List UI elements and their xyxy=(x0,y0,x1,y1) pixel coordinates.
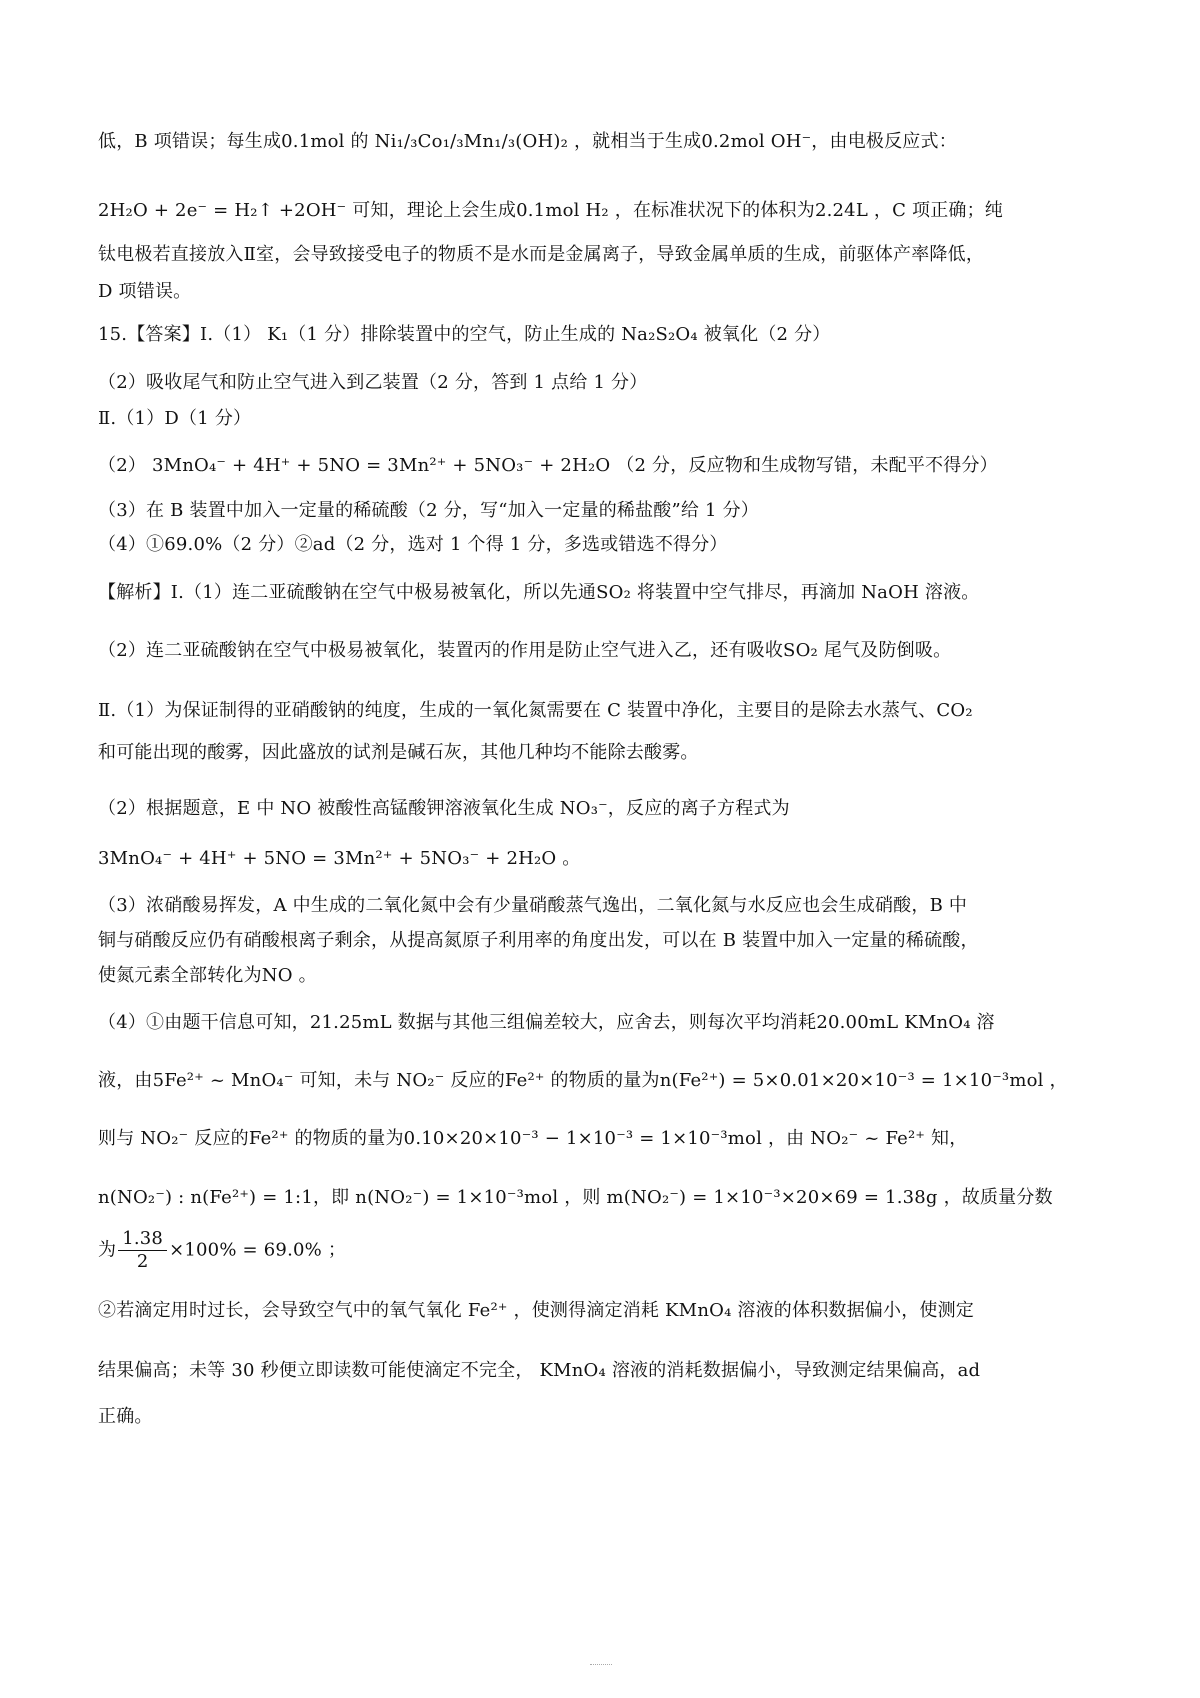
text-line: （3）在 B 装置中加入一定量的稀硫酸（2 分，写“加入一定量的稀盐酸”给 1 分） xyxy=(98,500,759,521)
text-line: 结果偏高；未等 30 秒便立即读数可能使滴定不完全， KMnO₄ 溶液的消耗数据偏小，导致测定结果偏高，ad xyxy=(98,1360,981,1381)
text-line: （2）连二亚硫酸钠在空气中极易被氧化，装置丙的作用是防止空气进入乙，还有吸收SO₂ 尾气及防倒吸。 xyxy=(98,640,952,661)
text-line: 使氮元素全部转化为NO 。 xyxy=(98,965,317,986)
fraction xyxy=(118,1228,167,1273)
text-line: （2）根据题意，E 中 NO 被酸性高锰酸钾溶液氧化生成 NO₃⁻，反应的离子方程式为 xyxy=(98,798,790,819)
text-line: （4）①69.0%（2 分）②ad（2 分，选对 1 个得 1 分，多选或错选不得分） xyxy=(98,534,728,555)
text-line: ②若滴定用时过长，会导致空气中的氧气氧化 Fe²⁺ ，使测得滴定消耗 KMnO₄ 溶液的体积数据偏小，使测定 xyxy=(98,1300,974,1321)
equation-line: 3MnO₄⁻ + 4H⁺ + 5NO = 3Mn²⁺ + 5NO₃⁻ + 2H₂O 。 xyxy=(98,848,581,869)
fraction-denominator: 2 xyxy=(136,1251,149,1272)
page-footer-mark xyxy=(590,1664,612,1667)
text-line: 和可能出现的酸雾，因此盛放的试剂是碱石灰，其他几种均不能除去酸雾。 xyxy=(98,742,699,763)
answer-heading: 15.【答案】Ⅰ.（1） K₁（1 分）排除装置中的空气，防止生成的 Na₂S₂O₄ 被氧化（2 分） xyxy=(98,324,831,345)
fraction-suffix: ×100% = 69.0% ； xyxy=(169,1239,347,1261)
text-line: D 项错误。 xyxy=(98,281,192,302)
text-line: 2H₂O + 2e⁻ = H₂↑ +2OH⁻ 可知，理论上会生成0.1mol H₂ ，在标准状况下的体积为2.24L ，C 项正确；纯 xyxy=(98,200,1003,221)
text-line: 液，由5Fe²⁺ ~ MnO₄⁻ 可知，未与 NO₂⁻ 反应的Fe²⁺ 的物质的量为n(Fe²⁺) = 5×0.01×20×10⁻³ = 1×10⁻³mol ， xyxy=(98,1070,1068,1091)
text-line: 钛电极若直接放入Ⅱ室，会导致接受电子的物质不是水而是金属离子，导致金属单质的生成，前驱体产率降低， xyxy=(98,244,985,265)
fraction-line xyxy=(98,1228,1104,1273)
text-line: （2）吸收尾气和防止空气进入到乙装置（2 分，答到 1 点给 1 分） xyxy=(98,372,648,393)
text-line: 低，B 项错误；每生成0.1mol 的 Ni₁/₃Co₁/₃Mn₁/₃(OH)₂ ，就相当于生成0.2mol OH⁻，由电极反应式： xyxy=(98,131,957,152)
fraction-numerator: 1.38 xyxy=(118,1228,167,1251)
fraction-prefix: 为 xyxy=(98,1239,117,1261)
equation-line: （2） 3MnO₄⁻ + 4H⁺ + 5NO = 3Mn²⁺ + 5NO₃⁻ + 2H₂O （2 分，反应物和生成物写错，未配平不得分） xyxy=(98,455,998,476)
text-line: Ⅱ.（1）为保证制得的亚硝酸钠的纯度，生成的一氧化氮需要在 C 装置中净化，主要目的是除去水蒸气、CO₂ xyxy=(98,700,973,721)
text-line: 正确。 xyxy=(98,1406,153,1427)
text-line: n(NO₂⁻) : n(Fe²⁺) = 1:1，即 n(NO₂⁻) = 1×10⁻³mol ，则 m(NO₂⁻) = 1×10⁻³×20×69 = 1.38g ，故质量分数 xyxy=(98,1187,1053,1208)
text-line: （3）浓硝酸易挥发，A 中生成的二氧化氮中会有少量硝酸蒸气逸出，二氧化氮与水反应也会生成硝酸，B 中 xyxy=(98,895,968,916)
text-line: Ⅱ.（1）D（1 分） xyxy=(98,408,252,429)
text-line: 铜与硝酸反应仍有硝酸根离子剩余，从提高氮原子利用率的角度出发，可以在 B 装置中加入一定量的稀硫酸， xyxy=(98,930,979,951)
text-line: 则与 NO₂⁻ 反应的Fe²⁺ 的物质的量为0.10×20×10⁻³ − 1×10⁻³ = 1×10⁻³mol ，由 NO₂⁻ ~ Fe²⁺ 知， xyxy=(98,1128,968,1149)
text-line: （4）①由题干信息可知，21.25mL 数据与其他三组偏差较大，应舍去，则每次平均消耗20.00mL KMnO₄ 溶 xyxy=(98,1012,995,1033)
analysis-heading: 【解析】Ⅰ.（1）连二亚硫酸钠在空气中极易被氧化，所以先通SO₂ 将装置中空气排尽，再滴加 NaOH 溶液。 xyxy=(98,582,980,603)
